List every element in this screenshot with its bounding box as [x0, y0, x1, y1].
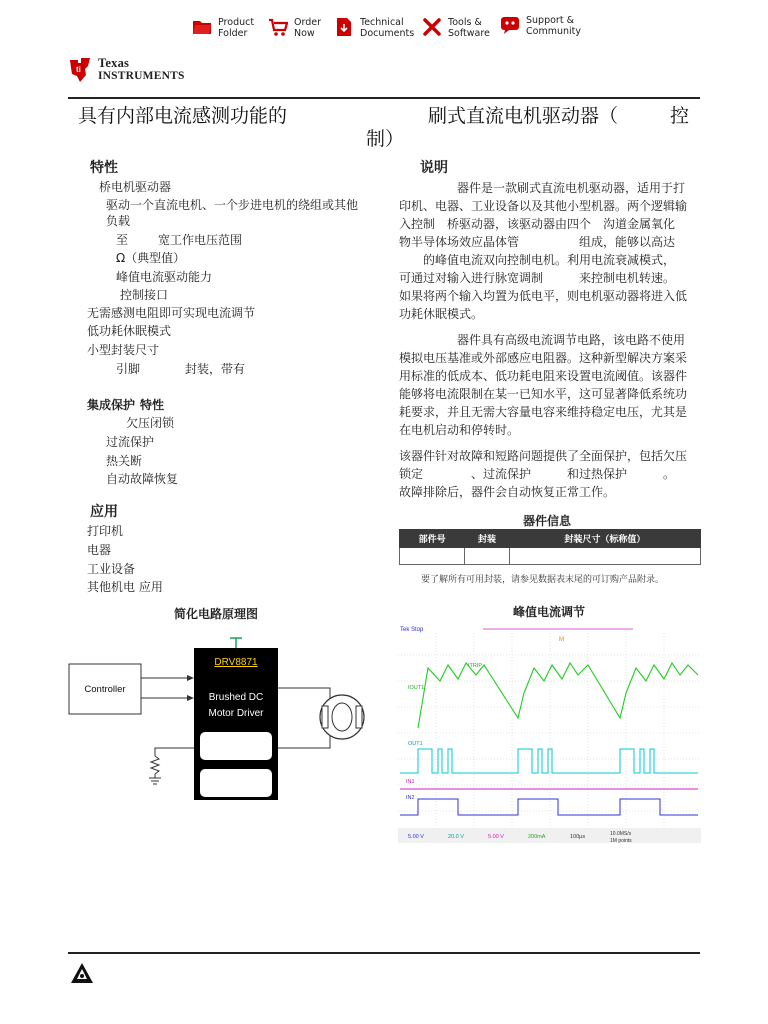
nav-label: Documents — [360, 28, 415, 39]
svg-text:M: M — [559, 637, 564, 643]
table-header: 封装 — [465, 530, 509, 548]
scope-footer-rate: 10.0MS/s — [610, 831, 632, 837]
desc-line: 器件是一款刷式直流电机驱动器，适用于打 — [457, 181, 686, 195]
page-title-part4: 制） — [366, 128, 405, 150]
desc-line: 的峰值电流双向控制电机。利用电流衰减模式， — [399, 253, 676, 267]
desc-line: 耗要求，并且无需大容量电容来维持稳定电压，尤其是 — [399, 405, 688, 419]
desc-line: 入控制 桥驱动器，该驱动器由四个 沟道金属氧化 — [399, 217, 676, 231]
scope-caption: 峰值电流调节 — [513, 605, 586, 619]
logo-line1: Texas — [98, 56, 130, 70]
footer-rule — [68, 952, 700, 954]
nav-order-now[interactable] — [268, 17, 321, 39]
schematic-caption: 简化电路原理图 — [174, 607, 259, 621]
nav-label: Tools & — [448, 17, 482, 28]
scope-footer-timebase: 100μs — [570, 834, 586, 840]
feature-item: 封装，带有 — [185, 362, 246, 376]
feature-item: 宽工作电压范围 — [158, 233, 243, 247]
feature-item: 峰值电流驱动能力 — [116, 270, 213, 284]
nav-label: Order — [294, 17, 321, 28]
iout-label: IOUT1 — [408, 685, 425, 691]
page-title-part3: 控 — [670, 105, 690, 127]
protection-item: 过流保护 — [106, 435, 155, 449]
feature-item: 引脚 — [116, 362, 141, 376]
table-row — [400, 548, 701, 565]
nav-label: Community — [526, 26, 581, 37]
feature-item: 控制接口 — [120, 288, 169, 302]
desc-line: 能够将电流限制在某一已知水平，这可显著降低系统功 — [399, 387, 688, 401]
page-title-part2: 刷式直流电机驱动器（ — [428, 105, 619, 127]
feature-item: 负载 — [106, 214, 131, 228]
feature-item: 小型封装尺寸 — [87, 343, 160, 357]
desc-line: 物半导体场效应晶体管 组成，能够以高达 — [399, 235, 676, 249]
protection-item: 自动故障恢复 — [106, 472, 179, 486]
scope-footer-ch1: 5.00 V — [408, 834, 424, 840]
folder-icon — [192, 17, 212, 37]
in1-label: IN1 — [406, 779, 415, 785]
ti-logo-icon — [68, 56, 94, 84]
desc-line: 如果将两个输入均置为低电平，则电机驱动器将进入低 — [399, 289, 688, 303]
device-info-note: 要了解所有可用封装，请参见数据表末尾的可订购产品附录。 — [421, 575, 665, 585]
applications-heading: 应用 — [90, 504, 118, 520]
scope-header: Tek Stop — [400, 627, 424, 633]
nav-label: Folder — [218, 28, 248, 39]
table-header: 封装尺寸（标称值） — [509, 530, 700, 548]
desc-line: 模拟电压基准或外部感应电阻器。这种新型解决方案采 — [399, 351, 688, 365]
feature-item: Ω（典型值） — [116, 251, 186, 265]
driver-label-1: Brushed DC — [208, 692, 264, 703]
desc-line: 该器件针对故障和短路问题提供了全面保护，包括欠压 — [399, 449, 688, 463]
warning-triangle-icon — [70, 962, 94, 984]
application-item: 电器 — [87, 543, 112, 557]
desc-line: 用标准的低成本、低功耗电阻来设置电流阈值。该器件 — [399, 369, 688, 383]
feature-item: 至 — [116, 233, 129, 247]
protection-heading: 集成保护 — [87, 398, 136, 412]
header-rule — [68, 97, 700, 99]
nav-technical-documents[interactable] — [334, 17, 414, 39]
feature-item: 低功耗休眠模式 — [87, 324, 172, 338]
table-header: 部件号 — [400, 530, 465, 548]
nav-label: Technical — [360, 17, 404, 28]
scope-footer-ch4: 200mA — [528, 834, 546, 840]
scope-footer-points: 1M points — [610, 838, 632, 843]
oscilloscope-capture — [398, 623, 701, 843]
protection-item: 热关断 — [106, 454, 143, 468]
nav-product-folder[interactable] — [192, 17, 254, 39]
driver-label-2: Motor Driver — [208, 708, 264, 719]
desc-line: 印机、电器、工业设备以及其他小型机器。两个逻辑输 — [399, 199, 688, 213]
desc-line: 锁定 、过流保护 和过热保护 。 — [399, 467, 676, 481]
device-info-title: 器件信息 — [523, 514, 572, 528]
description-paragraph-1 — [399, 179, 704, 323]
desc-line: 可通过对输入进行脉宽调制 来控制电机转速。 — [399, 271, 676, 285]
features-heading: 特性 — [90, 160, 118, 176]
nav-label: Now — [294, 28, 315, 39]
controller-label: Controller — [84, 684, 126, 695]
page-title-part1: 具有内部电流感测功能的 — [78, 105, 288, 127]
application-item: 打印机 — [87, 524, 124, 538]
scope-footer-ch3: 5.00 V — [488, 834, 504, 840]
description-paragraph-2 — [399, 331, 704, 439]
nav-support-community[interactable] — [500, 15, 581, 37]
in2-label: IN2 — [406, 795, 415, 801]
out1-label: OUT1 — [408, 741, 423, 747]
desc-line: 在电机启动和停转时。 — [399, 423, 520, 437]
description-paragraph-3 — [399, 447, 704, 501]
application-item: 工业设备 — [87, 562, 136, 576]
nav-label: Support & — [526, 15, 574, 26]
scope-footer-ch2: 20.0 V — [448, 834, 464, 840]
logo-line2: INSTRUMENTS — [98, 70, 185, 82]
chip-label: DRV8871 — [214, 657, 258, 668]
svg-text:ti: ti — [76, 65, 81, 74]
ti-logo[interactable] — [68, 56, 185, 84]
desc-line: 器件具有高级电流调节电路，该电路不使用 — [457, 333, 686, 347]
itrip-label: ITRIP — [468, 663, 483, 669]
application-item: 其他机电 应用 — [87, 580, 163, 594]
cart-icon — [268, 17, 288, 37]
nav-tools-software[interactable] — [422, 17, 490, 39]
support-icon — [500, 15, 520, 35]
desc-line: 功耗休眠模式。 — [399, 307, 484, 321]
protection-item: 欠压闭锁 — [126, 416, 175, 430]
feature-item: 无需感测电阻即可实现电流调节 — [87, 306, 256, 320]
nav-label: Software — [448, 28, 490, 39]
desc-line: 故障排除后，器件会自动恢复正常工作。 — [399, 485, 616, 499]
device-info-table — [399, 529, 701, 565]
schematic-diagram — [60, 630, 380, 810]
document-icon — [334, 17, 354, 37]
description-heading: 说明 — [420, 160, 448, 176]
feature-item: 桥电机驱动器 — [99, 180, 172, 194]
feature-item: 驱动一个直流电机、一个步进电机的绕组或其他 — [106, 198, 359, 212]
nav-label: Product — [218, 17, 255, 28]
protection-heading-2: 特性 — [140, 398, 165, 412]
tools-icon — [422, 17, 442, 37]
